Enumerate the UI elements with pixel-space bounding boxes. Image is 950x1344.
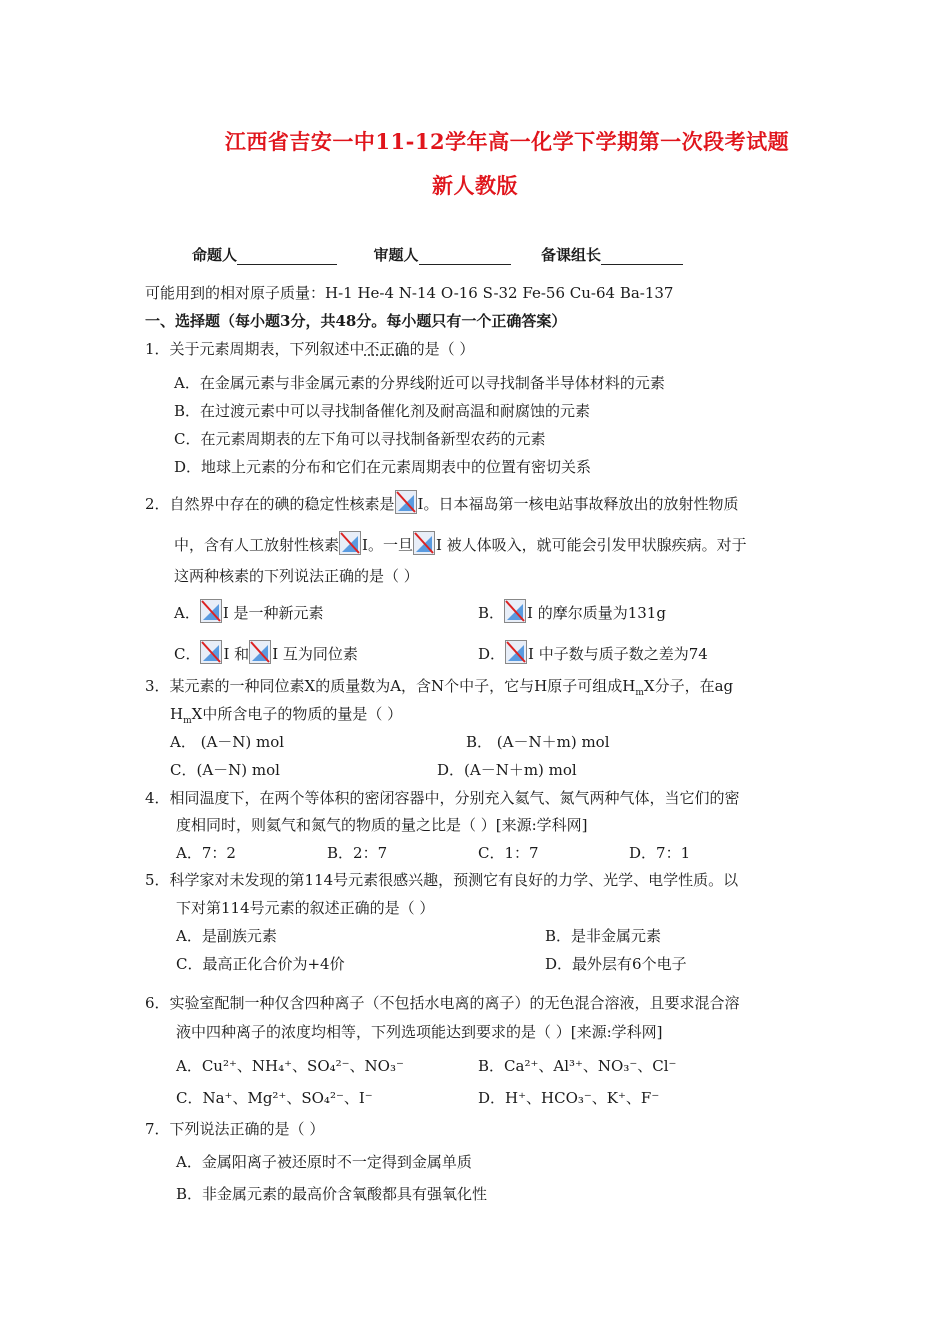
q1-option-a: A．在金属元素与非金属元素的分界线附近可以寻找制备半导体材料的元素 [174, 374, 665, 392]
section-heading: 一、选择题（每小题3分，共48分。每小题只有一个正确答案） [145, 312, 567, 330]
q5-option-a: A．是副族元素 [176, 927, 277, 945]
q7-stem: 7．下列说法正确的是（ ） [145, 1120, 325, 1138]
isotope-image-icon [395, 490, 417, 514]
group-leader-label: 备课组长 [540, 246, 601, 264]
q5-option-d: D．最外层有6个电子 [545, 955, 687, 973]
q3-option-a: A． (A－N) mol [170, 733, 285, 751]
q1-stem-a: 1．关于元素周期表，下列叙述中 [145, 340, 365, 358]
q2-line2 [174, 531, 747, 555]
q5-option-c: C．最高正化合价为+4价 [176, 955, 345, 973]
q2-l1a: 2．自然界中存在的碘的稳定性核素是 [145, 495, 395, 513]
setter-label: 命题人 [192, 246, 238, 264]
q6-option-d: D．H⁺、HCO₃⁻、K⁺、F⁻ [478, 1089, 660, 1107]
q1-option-b: B．在过渡元素中可以寻找制备催化剂及耐高温和耐腐蚀的元素 [174, 402, 591, 420]
q2-a-label: A． [174, 604, 200, 622]
q3-l1-sub: m [635, 688, 644, 698]
q4-option-c: C．1：7 [478, 844, 539, 862]
q2-line1 [145, 490, 738, 514]
exam-subtitle: 新人教版 [432, 173, 518, 198]
q2-l1b: I。日本福岛第一核电站事故释放出的放射性物质 [417, 495, 739, 513]
q5-option-b: B．是非金属元素 [545, 927, 662, 945]
q2-c-end: I 互为同位素 [272, 645, 358, 663]
q3-l2a: H [170, 705, 184, 723]
group-leader-blank[interactable] [601, 248, 683, 265]
q6-option-c: C．Na⁺、Mg²⁺、SO₄²⁻、I⁻ [176, 1089, 373, 1107]
q2-option-d [478, 640, 708, 664]
q2-c-label: C． [174, 645, 201, 663]
q3-line1 [145, 676, 733, 696]
q1-option-c: C．在元素周期表的左下角可以寻找制备新型农药的元素 [174, 430, 546, 448]
isotope-image-icon [504, 599, 526, 623]
q5-line1: 5．科学家对未发现的第114号元素很感兴趣，预测它有良好的力学、光学、电学性质。以 [145, 871, 739, 889]
q2-d-label: D． [478, 645, 506, 663]
isotope-image-icon [413, 531, 435, 555]
q2-option-a [174, 599, 324, 623]
q2-c-mid: I 和 [223, 645, 250, 663]
q6-line2: 液中四种离子的浓度均相等，下列选项能达到要求的是（ ）[来源:学科网] [176, 1023, 663, 1041]
q2-b-label: B． [478, 604, 505, 622]
q2-b-text: I 的摩尔质量为131g [527, 604, 666, 622]
q2-l2c: I 被人体吸入，就可能会引发甲状腺疾病。对于 [435, 536, 747, 554]
atomic-masses: 可能用到的相对原子质量：H-1 He-4 N-14 O-16 S-32 Fe-56 Cu-64 Ba-137 [145, 284, 674, 302]
q7-option-b: B．非金属元素的最高价含氧酸都具有强氧化性 [176, 1185, 488, 1203]
isotope-image-icon [200, 599, 222, 623]
q3-l2-sub: m [183, 716, 192, 726]
q1-option-d: D．地球上元素的分布和它们在元素周期表中的位置有密切关系 [174, 458, 592, 476]
q3-l2b: X中所含电子的物质的量是（ ） [191, 705, 403, 723]
signature-row [192, 244, 683, 265]
q3-l1: 3．某元素的一种同位素X的质量数为A，含N个中子，它与H原子可组成H [145, 677, 636, 695]
q1-stem-c: 的是（ ） [409, 340, 475, 358]
q4-line1: 4．相同温度下，在两个等体积的密闭容器中，分别充入氦气、氮气两种气体，当它们的密 [145, 789, 740, 807]
reviewer-label: 审题人 [373, 246, 419, 264]
q3-option-c: C．(A－N) mol [170, 761, 280, 779]
q5-line2: 下对第114号元素的叙述正确的是（ ） [176, 899, 435, 917]
isotope-image-icon [249, 640, 271, 664]
q2-line3: 这两种核素的下列说法正确的是（ ） [174, 567, 419, 585]
isotope-image-icon [339, 531, 361, 555]
q3-l1-end: X分子，在ag [643, 677, 734, 695]
q2-d-text: I 中子数与质子数之差为74 [528, 645, 708, 663]
q1-stem [145, 339, 474, 359]
q2-option-c [174, 640, 358, 664]
isotope-image-icon [505, 640, 527, 664]
q4-option-b: B．2：7 [327, 844, 388, 862]
q4-line2: 度相同时，则氦气和氮气的物质的量之比是（ ）[来源:学科网] [176, 816, 588, 834]
q2-a-text: I 是一种新元素 [222, 604, 324, 622]
q3-option-b: B． (A－N＋m) mol [466, 733, 610, 751]
q3-line2 [170, 704, 402, 724]
q3-option-d: D．(A－N＋m) mol [437, 761, 577, 779]
q7-option-a: A．金属阳离子被还原时不一定得到金属单质 [176, 1153, 472, 1171]
q6-line1: 6．实验室配制一种仅含四种离子（不包括水电离的离子）的无色混合溶液，且要求混合溶 [145, 994, 740, 1012]
setter-blank[interactable] [237, 248, 337, 265]
q6-option-b: B．Ca²⁺、Al³⁺、NO₃⁻、Cl⁻ [478, 1057, 677, 1075]
q4-option-d: D．7：1 [629, 844, 691, 862]
q2-l2a: 中，含有人工放射性核素 [174, 536, 340, 554]
q2-option-b [478, 599, 666, 623]
isotope-image-icon [200, 640, 222, 664]
q2-l2b: I。一旦 [362, 536, 413, 554]
q1-emphasis: 不正确 [364, 340, 410, 358]
q6-option-a: A．Cu²⁺、NH₄⁺、SO₄²⁻、NO₃⁻ [176, 1057, 404, 1075]
reviewer-blank[interactable] [419, 248, 511, 265]
exam-title: 江西省吉安一中11-12学年高一化学下学期第一次段考试题 [224, 129, 790, 154]
q4-option-a: A．7：2 [176, 844, 236, 862]
